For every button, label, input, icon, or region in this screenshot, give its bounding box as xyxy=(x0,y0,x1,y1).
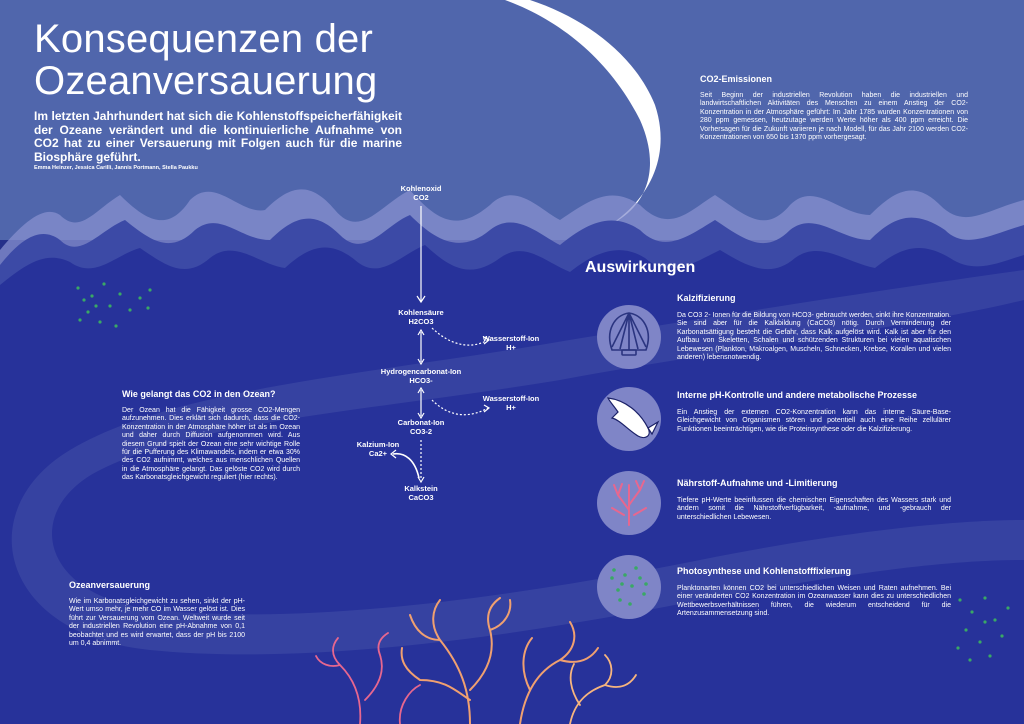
h2co3-formula: H2CO3 xyxy=(408,317,434,326)
hco3-name: Hydrogencarbonat-Ion xyxy=(380,367,462,376)
effect-ph-control xyxy=(677,390,951,434)
effects-heading: Auswirkungen xyxy=(585,259,696,276)
h-ion-formula-1: H+ xyxy=(506,343,516,352)
hco3-formula: HCO3- xyxy=(409,376,433,385)
how-co2-section xyxy=(122,389,300,483)
caco3-formula: CaCO3 xyxy=(408,493,434,502)
authors: Emma Heinzer, Jessica Carilli, Jannis Portmann, Stella Paukku xyxy=(34,165,198,171)
h-ion-name-1: Wasserstoff-Ion xyxy=(482,334,540,343)
acidification-heading: Ozeanversauerung xyxy=(69,580,151,590)
co2-emissions-heading: CO2-Emissionen xyxy=(700,74,773,84)
co2-formula: CO2 xyxy=(413,193,429,202)
h2co3-name: Kohlensäure xyxy=(398,308,444,317)
h-ion-name-2: Wasserstoff-Ion xyxy=(482,394,540,403)
ca-ion-formula: Ca2+ xyxy=(368,449,388,458)
h-ion-formula-2: H+ xyxy=(506,403,516,412)
co3-formula: CO3-2 xyxy=(409,427,433,436)
co2-label xyxy=(381,184,461,202)
caco3-name: Kalkstein xyxy=(404,484,438,493)
plankton-icon-circle xyxy=(597,555,661,619)
effect-text: Ein Anstieg der externen CO2-Konzentration kann das interne Säure-Base-Gleichgewicht von Organismen stören und potentiell auch eine Reihe zellulärer Funktionen beeinträchtigen, wie die Proteinsynthese oder die Kalzifizierung. xyxy=(677,409,951,433)
effect-title: Nährstoff-Aufnahme und -Limitierung xyxy=(677,478,838,488)
co3-label xyxy=(381,418,461,436)
acidification-section xyxy=(69,580,245,648)
h-ion-label-2 xyxy=(475,394,547,412)
subtitle: Im letzten Jahrhundert hat sich die Kohlenstoffspeicherfähigkeit der Ozeane verändert und die kontinuierliche Aufnahme von CO2 hat zu einer Versauerung mit Folgen auch für die marine Biosphäre geführt. xyxy=(34,109,402,164)
h2co3-label xyxy=(381,308,461,326)
effect-title: Interne pH-Kontrolle und andere metabolische Prozesse xyxy=(677,390,918,400)
effect-title: Kalzifizierung xyxy=(677,293,736,303)
ca-ion-label xyxy=(346,440,410,458)
effect-text: Da CO3 2- Ionen für die Bildung von HCO3- gebraucht werden, sinkt ihre Konzentration. Sie sind aber für die Kalkbildung (CaCO3) nötig. Durch Verminderung der Karbonatsättigung besteht die Gefahr, dass Kalk aufgelöst wird. Kalk ist aber für den Aufbau von Skeletten, Schalen und schützenden Strukturen bei vielen aquatischen Lebewesen (Plankton, Makroalgen, Muscheln, Schnecken, Krebse, Korallen und vielen anderen) lebensnotwendig. xyxy=(677,312,951,362)
page-title: Konsequenzen der Ozeanversauerung xyxy=(34,17,378,103)
how-co2-text: Der Ozean hat die Fähigkeit grosse CO2-Mengen aufzunehmen. Dies erklärt sich dadurch, dass die CO2-Konzentration in der Atmosphäre höher ist als im Ozean und daher durch Diffusion aufgenommen wird. Aus diesem Grund spielt der Ozean eine sehr wichtige Rolle für die Pufferung des Klimawandels, indem er etwa 30% des CO2 aufnimmt, welches aus menschlichen Quellen in die Atmosphäre gelangt. Das gelöste CO2 wird durch das Karbonatsgleichgewicht reguliert (hier rechts). xyxy=(122,407,300,482)
effect-photosynthesis xyxy=(677,566,951,619)
ca-ion-name: Kalzium-Ion xyxy=(356,440,400,449)
acidification-text: Wie im Karbonatsgleichgewicht zu sehen, sinkt der pH-Wert umso mehr, je mehr CO im Wasser gelöst ist. Dies führt zur Versauerung vom Ozean. Weltweit wurde seit der industriellen Revolution eine pH-Abnahme von 0,1 beobachtet und es wird erwartet, dass der pH bis 2100 um 0,4 abnimmt. xyxy=(69,598,245,648)
how-co2-heading: Wie gelangt das CO2 in den Ozean? xyxy=(122,389,276,399)
hco3-label xyxy=(366,367,476,385)
effect-title: Photosynthese und Kohlenstofffixierung xyxy=(677,566,852,576)
caco3-label xyxy=(381,484,461,502)
co2-name: Kohlenoxid xyxy=(400,184,442,193)
h-ion-label-1 xyxy=(475,334,547,352)
effect-calcification xyxy=(677,293,951,362)
effect-text: Planktonarten können CO2 bei unterschiedlichen Weisen und Raten aufnehmen. Bei einer veränderten CO2 Konzentration im Ozeanwasser kann dies zu unterschiedlichen Wettbewerbsverhältnissen führen, die wiederum entscheidend für die Artenzusammensetzung sind. xyxy=(677,585,951,618)
co3-name: Carbonat-Ion xyxy=(397,418,445,427)
co2-emissions-section xyxy=(700,74,968,142)
effect-nutrients xyxy=(677,478,951,522)
effect-text: Tiefere pH-Werte beeinflussen die chemischen Eigenschaften des Wassers stark und ändern somit die Nährstoffverfügbarkeit, -aufnahme, und -gebrauch der unterschiedlichen Lebewesen. xyxy=(677,497,951,521)
co2-emissions-text: Seit Beginn der industriellen Revolution haben die industriellen und landwirtschaftlichen Aktivitäten des Menschen zu einem Anstieg der CO2-Konzentration in der Atmosphäre geführt: Im Jahr 1785 wurden Konzentrationen von 280 ppm gemessen, heutzutage werden Werte höher als 400 ppm erreicht. Die Vorhersagen für die Zukunft variieren je nach Modell, für das Jahr 2100 werden CO2-Konzentrationen von 650 bis 1370 ppm vorhergesagt. xyxy=(700,92,968,142)
